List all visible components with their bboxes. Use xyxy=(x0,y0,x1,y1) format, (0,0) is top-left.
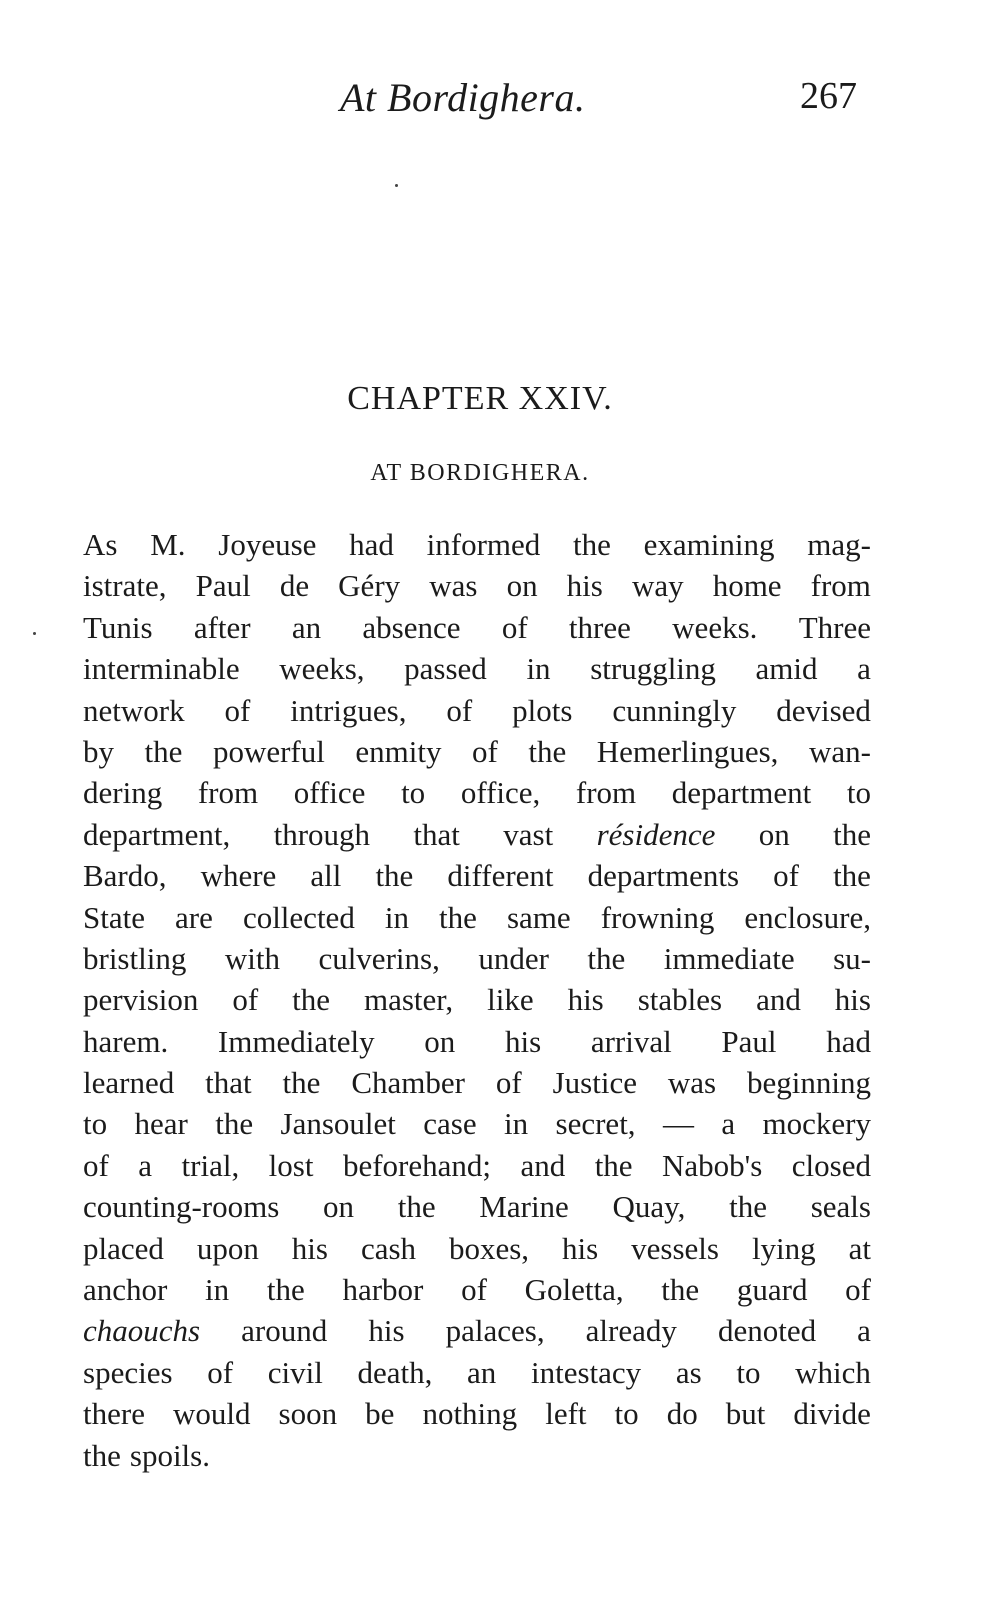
text-word: the xyxy=(439,899,477,935)
text-word: under xyxy=(478,940,549,976)
text-word: the xyxy=(661,1272,700,1308)
text-word: culverins, xyxy=(318,940,440,976)
ink-speck xyxy=(395,184,398,187)
text-word: hear xyxy=(134,1106,188,1142)
text-word: are xyxy=(175,899,213,935)
text-word: examining xyxy=(643,527,775,562)
text-word: su- xyxy=(833,940,871,976)
text-line xyxy=(83,565,871,606)
text-word: in xyxy=(205,1272,230,1308)
text-word: which xyxy=(795,1354,871,1390)
text-word: home xyxy=(712,568,782,604)
body-paragraph xyxy=(83,524,871,1476)
text-word: As xyxy=(83,527,118,562)
text-line xyxy=(83,814,871,855)
chapter-title: AT BORDIGHERA. xyxy=(370,460,590,486)
text-word: on xyxy=(424,1023,456,1059)
text-line xyxy=(83,648,871,689)
text-line xyxy=(83,524,871,565)
text-word: soon xyxy=(278,1396,338,1432)
text-word: the xyxy=(292,982,331,1018)
text-word: the xyxy=(594,1147,633,1183)
text-word: office, xyxy=(460,775,541,811)
text-word: Goletta, xyxy=(524,1272,624,1308)
text-word: amid xyxy=(755,651,818,687)
text-word: the xyxy=(587,940,626,976)
text-word: in xyxy=(526,651,551,687)
text-word: vast xyxy=(503,816,554,852)
text-word: his xyxy=(567,982,604,1018)
text-line xyxy=(83,1103,871,1144)
text-word: a xyxy=(857,1313,871,1349)
text-word: interminable xyxy=(83,651,240,687)
text-word: placed xyxy=(83,1230,164,1266)
ink-speck xyxy=(33,632,36,635)
text-word: from xyxy=(197,775,259,811)
text-word: to xyxy=(614,1396,639,1432)
text-word: chaouchs xyxy=(83,1313,201,1349)
text-word: case xyxy=(423,1106,477,1142)
text-word: weeks, xyxy=(279,651,365,687)
text-word: would xyxy=(173,1396,251,1432)
text-word: species xyxy=(83,1354,173,1390)
text-word: at xyxy=(848,1230,871,1266)
text-word: collected xyxy=(242,899,355,935)
text-word: on xyxy=(506,568,538,604)
text-word: to xyxy=(83,1106,108,1142)
text-word: istrate, xyxy=(83,568,167,604)
text-line xyxy=(83,772,871,813)
text-word: of xyxy=(224,692,251,728)
text-word: stables xyxy=(637,982,723,1018)
text-word: the xyxy=(833,858,871,894)
text-word: by xyxy=(83,733,114,769)
text-word: way xyxy=(631,568,684,604)
text-word: Bardo, xyxy=(83,858,167,894)
text-word: to xyxy=(401,775,426,811)
text-word: the xyxy=(83,1437,121,1473)
text-word: all xyxy=(310,858,342,894)
text-word: civil xyxy=(267,1354,323,1390)
text-word: department, xyxy=(83,816,231,852)
text-word: State xyxy=(83,899,145,935)
text-word: an xyxy=(467,1354,497,1390)
text-word: secret, xyxy=(555,1106,636,1142)
text-word: an xyxy=(291,609,322,645)
text-word: the xyxy=(144,733,183,769)
text-word: of xyxy=(495,1065,522,1101)
text-word: on xyxy=(323,1189,355,1225)
text-word: his xyxy=(834,982,871,1018)
text-word: do xyxy=(666,1396,698,1432)
text-line xyxy=(83,1186,871,1227)
text-word: plots xyxy=(512,692,573,728)
text-word: dering xyxy=(83,775,163,811)
text-line xyxy=(83,855,871,896)
text-word: Nabob's xyxy=(662,1147,763,1183)
text-word: as xyxy=(675,1354,702,1390)
text-line xyxy=(83,1393,871,1434)
text-word: pervision xyxy=(83,982,199,1018)
text-word: spoils. xyxy=(129,1437,210,1473)
text-word: after xyxy=(193,609,251,645)
page-number: 267 xyxy=(800,75,857,117)
text-line xyxy=(83,607,871,648)
text-word: departments xyxy=(587,858,740,894)
text-word: harbor xyxy=(342,1272,424,1308)
text-word: with xyxy=(224,940,280,976)
text-word: that xyxy=(205,1065,252,1101)
text-word: Quay, xyxy=(612,1189,686,1225)
text-word: wan- xyxy=(808,733,871,769)
text-word: Chamber xyxy=(351,1065,465,1101)
text-word: devised xyxy=(776,692,871,728)
text-word: the xyxy=(282,1065,321,1101)
text-word: the xyxy=(397,1189,436,1225)
text-word: absence xyxy=(362,609,461,645)
text-word: master, xyxy=(363,982,454,1018)
text-word: the xyxy=(573,527,611,562)
text-word: his xyxy=(566,568,603,604)
text-word: his xyxy=(504,1023,542,1059)
text-word: of xyxy=(501,609,528,645)
text-word: around xyxy=(241,1313,328,1349)
text-word: informed xyxy=(426,527,541,562)
text-line xyxy=(83,1269,871,1310)
text-word: seals xyxy=(810,1189,871,1225)
text-word: lying xyxy=(751,1230,816,1266)
text-word: different xyxy=(447,858,554,894)
text-word: Géry xyxy=(338,568,401,604)
text-word: where xyxy=(200,858,277,894)
text-word: trial, xyxy=(181,1147,240,1183)
text-word: there xyxy=(83,1396,145,1432)
text-word: the xyxy=(729,1189,767,1225)
text-word: was xyxy=(667,1065,717,1101)
text-word: arrival xyxy=(590,1023,672,1059)
text-word: mag- xyxy=(807,527,871,562)
text-word: and xyxy=(756,982,801,1018)
text-word: de xyxy=(279,568,310,604)
text-word: of xyxy=(773,858,799,894)
text-word: the xyxy=(833,816,871,852)
text-word: Immediately xyxy=(217,1023,375,1059)
running-title: At Bordighera. xyxy=(340,75,586,120)
text-word: like xyxy=(487,982,534,1018)
text-word: already xyxy=(585,1313,677,1349)
text-word: guard xyxy=(736,1272,808,1308)
text-word: same xyxy=(506,899,571,935)
text-word: weeks. xyxy=(672,609,758,645)
text-word: counting-rooms xyxy=(83,1189,280,1225)
text-word: harem. xyxy=(83,1023,169,1059)
text-word: struggling xyxy=(590,651,716,687)
text-line xyxy=(83,897,871,938)
text-word: of xyxy=(446,692,473,728)
text-word: intestacy xyxy=(530,1354,642,1390)
text-word: left xyxy=(545,1396,587,1432)
text-word: of xyxy=(232,982,259,1018)
text-word: through xyxy=(273,816,371,852)
text-line xyxy=(83,731,871,772)
text-word: his xyxy=(291,1230,328,1266)
text-word: divide xyxy=(793,1396,871,1432)
text-word: office xyxy=(293,775,366,811)
text-word: Three xyxy=(798,609,871,645)
text-word: enclosure, xyxy=(744,899,871,935)
text-word: from xyxy=(810,568,871,604)
text-word: bristling xyxy=(83,940,187,976)
text-word: denoted xyxy=(717,1313,817,1349)
text-word: had xyxy=(349,527,394,562)
text-word: was xyxy=(429,568,478,604)
text-word: learned xyxy=(83,1065,175,1101)
text-word: palaces, xyxy=(445,1313,545,1349)
text-word: Paul xyxy=(195,568,251,604)
text-word: cunningly xyxy=(612,692,737,728)
text-word: of xyxy=(461,1272,487,1308)
text-line xyxy=(83,979,871,1020)
text-line xyxy=(83,1062,871,1103)
text-line xyxy=(83,1435,871,1476)
text-word: but xyxy=(725,1396,766,1432)
text-word: and xyxy=(520,1147,566,1183)
text-word: Marine xyxy=(479,1189,569,1225)
text-word: mockery xyxy=(762,1106,871,1142)
text-word: that xyxy=(413,816,460,852)
text-word: boxes, xyxy=(448,1230,530,1266)
text-word: be xyxy=(365,1396,395,1432)
text-word: had xyxy=(826,1023,871,1059)
text-word: to xyxy=(736,1354,761,1390)
text-line xyxy=(83,690,871,731)
text-word: on xyxy=(758,816,790,852)
text-word: of xyxy=(472,733,498,769)
text-word: a xyxy=(721,1106,736,1142)
text-word: of xyxy=(845,1272,871,1308)
text-word: beginning xyxy=(747,1065,871,1101)
text-word: to xyxy=(846,775,871,811)
text-word: Joyeuse xyxy=(218,527,317,562)
text-word: cash xyxy=(360,1230,417,1266)
text-word: Paul xyxy=(721,1023,777,1059)
text-word: the xyxy=(266,1272,305,1308)
text-word: in xyxy=(384,899,409,935)
text-word: closed xyxy=(791,1147,871,1183)
text-line xyxy=(83,1145,871,1186)
running-head xyxy=(0,74,1000,130)
text-word: in xyxy=(504,1106,529,1142)
text-word: vessels xyxy=(631,1230,719,1266)
text-word: enmity xyxy=(355,733,442,769)
text-word: a xyxy=(857,651,871,687)
text-word: lost xyxy=(268,1147,314,1183)
text-word: Tunis xyxy=(83,609,153,645)
text-word: Hemerlingues, xyxy=(596,733,779,769)
text-word: the xyxy=(528,733,567,769)
text-line xyxy=(83,1021,871,1062)
text-word: department xyxy=(671,775,812,811)
text-word: network xyxy=(83,692,185,728)
text-word: frowning xyxy=(600,899,715,935)
text-word: Justice xyxy=(552,1065,637,1101)
text-word: of xyxy=(83,1147,109,1183)
text-word: of xyxy=(207,1354,234,1390)
chapter-number: CHAPTER XXIV. xyxy=(347,380,613,417)
text-line xyxy=(83,1310,871,1351)
text-word: the xyxy=(215,1106,254,1142)
text-word: Jansoulet xyxy=(280,1106,396,1142)
text-word: his xyxy=(368,1313,405,1349)
text-word: three xyxy=(568,609,631,645)
text-word: beforehand; xyxy=(342,1147,491,1183)
text-line xyxy=(83,1228,871,1269)
text-word: résidence xyxy=(596,816,716,852)
text-word: intrigues, xyxy=(290,692,407,728)
text-word: the xyxy=(375,858,414,894)
text-word: — xyxy=(662,1106,694,1142)
text-word: immediate xyxy=(663,940,795,976)
text-word: his xyxy=(562,1230,599,1266)
text-word: a xyxy=(138,1147,153,1183)
text-word: anchor xyxy=(83,1272,168,1308)
text-word: upon xyxy=(196,1230,259,1266)
text-line xyxy=(83,1352,871,1393)
text-line xyxy=(83,938,871,979)
text-word: nothing xyxy=(422,1396,518,1432)
text-word: M. xyxy=(150,527,186,562)
text-word: death, xyxy=(357,1354,433,1390)
text-word: powerful xyxy=(212,733,325,769)
text-word: from xyxy=(575,775,637,811)
text-word: passed xyxy=(404,651,487,687)
